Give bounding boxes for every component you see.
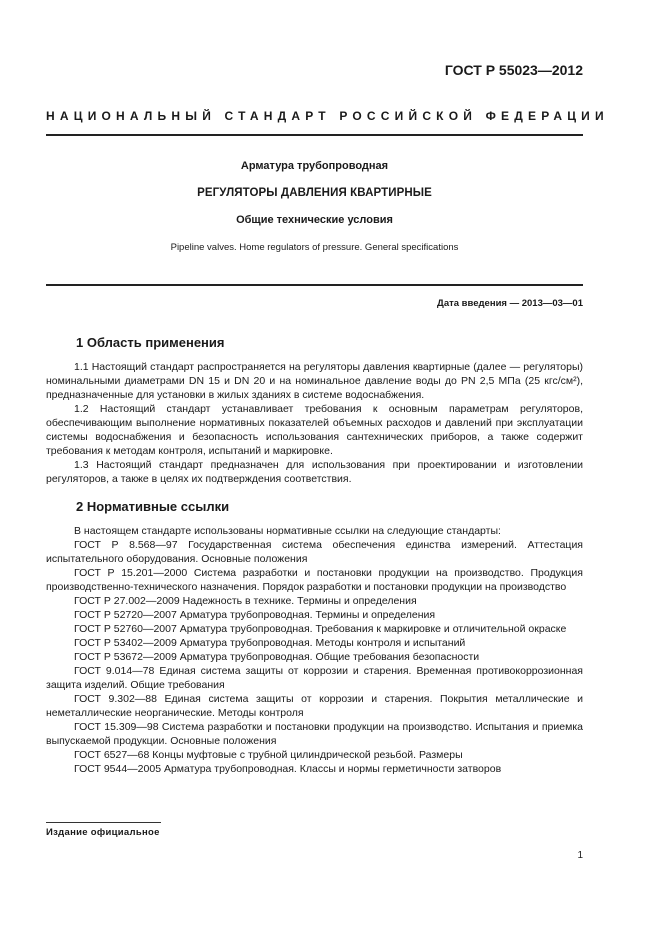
document-code: ГОСТ Р 55023—2012 [444, 62, 583, 78]
title-line-3: Общие технические условия [236, 214, 393, 226]
footer-rule [46, 822, 161, 823]
header-rule [46, 134, 583, 136]
reference-item: ГОСТ Р 15.201—2000 Система разработки и постановки продукции на производство. Продукция производственно-технического назначения. Порядок разработки и постановки продукции на производство [46, 567, 583, 593]
main-content [46, 336, 583, 776]
reference-item: ГОСТ 9.302—88 Единая система защиты от коррозии и старения. Покрытия металлические и неметаллические неорганические. Методы контроля [46, 693, 583, 719]
reference-item: ГОСТ Р 8.568—97 Государственная система обеспечения единства измерений. Аттестация испытательного оборудования. Основные положения [46, 539, 583, 565]
reference-item: ГОСТ 9.014—78 Единая система защиты от коррозии и старения. Временная противокоррозионная защита изделий. Общие требования [46, 665, 583, 691]
reference-item: ГОСТ 9544—2005 Арматура трубопроводная. Классы и нормы герметичности затворов [74, 763, 502, 775]
page-number: 1 [577, 850, 583, 861]
paragraph-1-2: 1.2 Настоящий стандарт устанавливает требования к основным параметрам регуляторов, обеспечивающим выполнение нормативных показателей объемных расходов и давлений при эксплуатации системы водоснабжения и безопасность использования сантехнических приборов, а также содержит требования к методам контроля, испытаний и маркировке. [46, 403, 583, 457]
reference-item: ГОСТ 15.309—98 Система разработки и постановки продукции на производство. Испытания и приемка выпускаемой продукции. Основные положения [46, 721, 583, 747]
reference-item: ГОСТ Р 52760—2007 Арматура трубопроводная. Требования к маркировке и отличительной окраске [74, 623, 567, 635]
reference-item: ГОСТ 6527—68 Концы муфтовые с трубной цилиндрической резьбой. Размеры [74, 749, 463, 761]
national-standard-heading: НАЦИОНАЛЬНЫЙ СТАНДАРТ РОССИЙСКОЙ ФЕДЕРАЦИИ [46, 109, 609, 123]
section-2-title: 2 Нормативные ссылки [76, 499, 230, 514]
introduction-date: Дата введения — 2013—03—01 [437, 298, 583, 309]
paragraph-1-1: 1.1 Настоящий стандарт распространяется на регуляторы давления квартирные (далее — регуляторы) номинальными диаметрами DN 15 и DN 20 и на номинальное давление воды до PN 2,5 МПа (25 кгс/см²), предназначенные для установки в жилых зданиях в системе водоснабжения. [46, 361, 583, 401]
title-line-2: РЕГУЛЯТОРЫ ДАВЛЕНИЯ КВАРТИРНЫЕ [197, 187, 432, 199]
title-block [46, 160, 583, 253]
references-intro: В настоящем стандарте использованы нормативные ссылки на следующие стандарты: [74, 525, 501, 537]
paragraph-1-3: 1.3 Настоящий стандарт предназначен для использования при проектировании и изготовлении регуляторов, а также в целях их подтверждения соответствия. [46, 459, 583, 485]
section-1-title: 1 Область применения [76, 335, 225, 350]
reference-item: ГОСТ Р 53402—2009 Арматура трубопроводная. Методы контроля и испытаний [74, 637, 466, 649]
title-rule [46, 284, 583, 286]
title-line-1: Арматура трубопроводная [240, 160, 389, 172]
reference-item: ГОСТ Р 52720—2007 Арматура трубопроводная. Термины и определения [74, 609, 436, 621]
reference-item: ГОСТ Р 27.002—2009 Надежность в технике. Термины и определения [74, 595, 417, 607]
title-english: Pipeline valves. Home regulators of pressure. General specifications [170, 242, 459, 253]
edition-label: Издание официальное [46, 827, 160, 838]
reference-item: ГОСТ Р 53672—2009 Арматура трубопроводная. Общие требования безопасности [74, 651, 480, 663]
